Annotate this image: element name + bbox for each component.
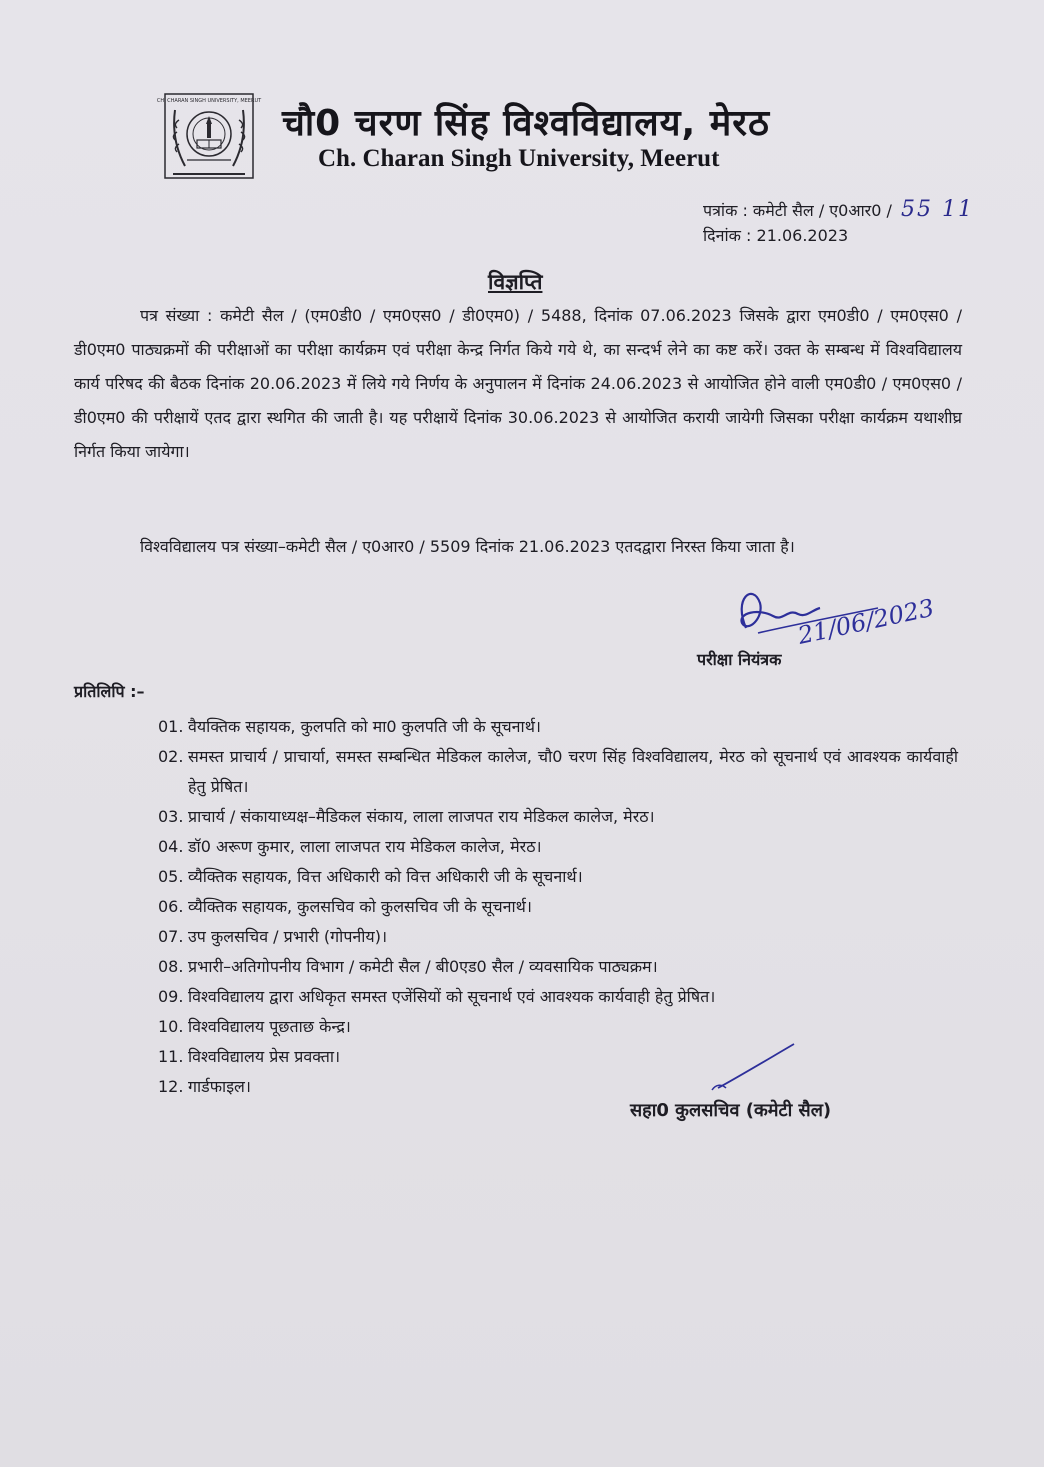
list-item	[158, 1012, 958, 1042]
list-item-number: 03.	[158, 807, 184, 826]
controller-signature	[728, 578, 937, 658]
list-item	[158, 862, 958, 892]
notice-paragraph-1: पत्र संख्या : कमेटी सैल / (एम0डी0 / एम0एस0 / डी0एम0) / 5488, दिनांक 07.06.2023 जिसके द्वारा एम0डी0 / एम0एस0 / डी0एम0 पाठ्यक्रमों की परीक्षाओं का परीक्षा कार्यक्रम एवं परीक्षा केन्द्र निर्गत किये गये थे, का सन्दर्भ लेने का कष्ट करें। उक्त के सम्बन्ध में विश्वविद्यालय कार्य परिषद की बैठक दिनांक 20.06.2023 में लिये गये निर्णय के अनुपालन में दिनांक 24.06.2023 से आयोजित होने वाली एम0डी0 / एम0एस0 / डी0एम0 की परीक्षायें एतद द्वारा स्थगित की जाती है। यह परीक्षायें दिनांक 30.06.2023 से आयोजित करायी जायेगी जिसका परीक्षा कार्यक्रम यथाशीघ्र निर्गत किया जायेगा।	[74, 306, 962, 461]
list-item-text: प्राचार्य / संकायाध्यक्ष–मैडिकल संकाय, लाला लाजपत राय मेडिकल कालेज, मेरठ।	[188, 807, 655, 826]
list-item-text: प्रभारी–अतिगोपनीय विभाग / कमेटी सैल / बी0एड0 सैल / व्यवसायिक पाठ्यक्रम।	[188, 957, 658, 976]
assistant-registrar-designation: सहा0 कुलसचिव (कमेटी सैल)	[630, 1100, 832, 1121]
notice-heading: विज्ञप्ति	[488, 270, 543, 294]
controller-designation: परीक्षा नियंत्रक	[697, 650, 782, 669]
list-item-number: 08.	[158, 957, 184, 976]
list-item	[158, 952, 958, 982]
letter-number-label: पत्रांक : कमेटी सैल / ए0आर0 /	[703, 201, 892, 220]
list-item-text: समस्त प्राचार्य / प्राचार्या, समस्त सम्बन्धित मेडिकल कालेज, चौ0 चरण सिंह विश्वविद्यालय, मेरठ को सूचनार्थ एवं आवश्यक कार्यवाही हेतु प्रेषित।	[188, 747, 958, 796]
list-item-text: डॉ0 अरूण कुमार, लाला लाजपत राय मेडिकल कालेज, मेरठ।	[188, 837, 542, 856]
university-title-english: Ch. Charan Singh University, Meerut	[318, 145, 720, 172]
copies-heading: प्रतिलिपि :–	[74, 682, 145, 701]
svg-text:CH. CHARAN SINGH UNIVERSITY, M: CH. CHARAN SINGH UNIVERSITY, MEERUT	[156, 98, 262, 104]
list-item	[158, 802, 958, 832]
list-item	[158, 742, 958, 802]
list-item	[158, 982, 958, 1012]
list-item-number: 06.	[158, 897, 184, 916]
university-title-hindi: चौ0 चरण सिंह विश्वविद्यालय, मेरठ	[282, 103, 770, 144]
list-item-text: व्यैक्तिक सहायक, वित्त अधिकारी को वित्त अधिकारी जी के सूचनार्थ।	[188, 867, 583, 886]
list-item	[158, 1072, 958, 1102]
list-item-number: 10.	[158, 1017, 184, 1036]
list-item-text: व्यैक्तिक सहायक, कुलसचिव को कुलसचिव जी के सूचनार्थ।	[188, 897, 532, 916]
list-item-text: विश्वविद्यालय द्वारा अधिकृत समस्त एजेंसियों को सूचनार्थ एवं आवश्यक कार्यवाही हेतु प्रेषित।	[188, 987, 716, 1006]
university-seal-logo	[156, 90, 262, 182]
list-item-number: 05.	[158, 867, 184, 886]
list-item-text: वैयक्तिक सहायक, कुलपति को मा0 कुलपति जी के सूचनार्थ।	[188, 717, 541, 736]
list-item-text: विश्वविद्यालय प्रेस प्रवक्ता।	[188, 1047, 341, 1066]
notice-paragraph-2: विश्वविद्यालय पत्र संख्या–कमेटी सैल / ए0आर0 / 5509 दिनांक 21.06.2023 एतदद्वारा निरस्त किया जाता है।	[140, 537, 795, 556]
list-item-text: उप कुलसचिव / प्रभारी (गोपनीय)।	[188, 927, 388, 946]
letter-number-handwritten: 55 11	[900, 197, 974, 222]
list-item-number: 01.	[158, 717, 184, 736]
list-item	[158, 832, 958, 862]
letter-number	[703, 197, 974, 222]
list-item-text: विश्वविद्यालय पूछताछ केन्द्र।	[188, 1017, 351, 1036]
list-item-number: 07.	[158, 927, 184, 946]
list-item-number: 12.	[158, 1077, 184, 1096]
list-item	[158, 892, 958, 922]
list-item-number: 02.	[158, 747, 184, 766]
list-item-text: गार्डफाइल।	[188, 1077, 251, 1096]
letter-date: दिनांक : 21.06.2023	[703, 226, 849, 245]
list-item-number: 11.	[158, 1047, 184, 1066]
list-item	[158, 922, 958, 952]
assistant-registrar-signature	[700, 1040, 810, 1100]
list-item-number: 09.	[158, 987, 184, 1006]
signature-date-handwritten: 21/06/2023	[795, 593, 937, 650]
list-item-number: 04.	[158, 837, 184, 856]
copies-list	[158, 712, 958, 1102]
list-item	[158, 712, 958, 742]
list-item	[158, 1042, 958, 1072]
